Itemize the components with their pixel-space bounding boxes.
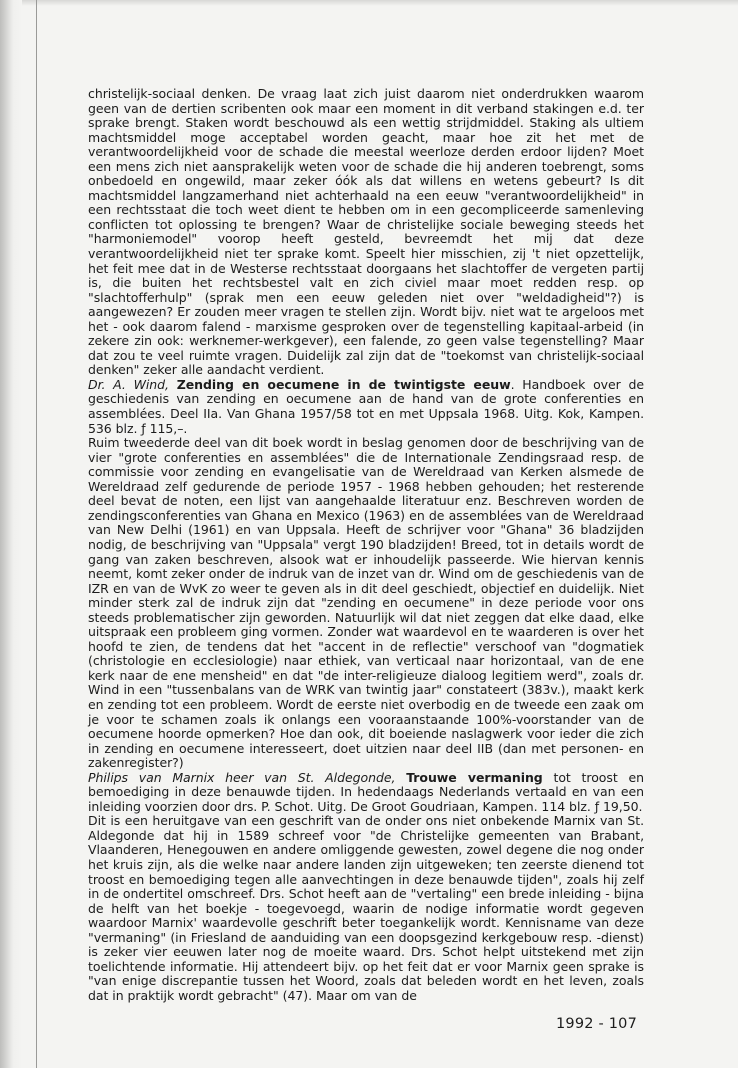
scan-edge-left xyxy=(0,0,22,1068)
review-2-details: tot troost en bemoediging in deze benauwde tijden. In hedendaags Nederlands vertaald en van een inleiding voorzien door drs. P. Schot. Uitg. De Groot Goudriaan, Kampen. 114 blz. ƒ 19,50. xyxy=(88,769,644,814)
scan-edge-top xyxy=(0,0,738,6)
review-1-author: Dr. A. Wind, xyxy=(88,376,169,392)
text-column xyxy=(88,87,644,1003)
review-2-heading xyxy=(88,771,644,815)
review-2-body: Dit is een heruitgave van een geschrift van de onder ons niet onbekende Marnix van St. Aldegonde dat hij in 1589 schreef voor "de Christelijke gemeenten van Brabant, Vlaanderen, Henegouwen en andere omliggende gewesten, zowel degene die nog onder het kruis zijn, als die welke naar andere landen zijn uitgeweken; ten zeerste dienend tot troost en bemoediging tegen alle aanvechtingen in deze benauwde tijden", zoals hij zelf in de ondertitel omschreef. Drs. Schot heeft aan de "vertaling" een brede inleiding - bijna de helft van het boekje - toegevoegd, waarin de nodige informatie wordt gegeven waardoor Marnix' waardevolle geschrift beter toegankelijk wordt. Kennisname van deze "vermaning" (in Friesland de aanduiding van een doopsgezind kerkgebouw resp. -dienst) is zeker vier eeuwen later nog de moeite waard. Drs. Schot helpt uitstekend met zijn toelichtende informatie. Hij attendeert bijv. op het feit dat er voor Marnix geen sprake is "van enige discrepantie tussen het Woord, zoals dat beleden wordt en het leven, zoals dat in praktijk wordt gebracht" (47). Maar om van de xyxy=(88,813,644,1003)
review-1-title: Zending en oecumene in de twintigste eeuw xyxy=(176,376,511,392)
paragraph-intro: christelijk-sociaal denken. De vraag laat zich juist daarom niet onderdrukken waarom geen van de dertien scribenten ook maar een moment in dit verband stakingen e.d. ter sprake brengt. Staken wordt beschouwd als een wettig strijdmiddel. Staking als ultiem machtsmiddel moge acceptabel worden geacht, maar hoe zit het met de verantwoordelijkheid voor de schade die meestal weerloze derden erdoor lijden? Moet een mens zich niet aansprakelijk weten voor de schade die hij anderen toebrengt, soms onbedoeld en ongewild, maar zeker óók als dat willens en wetens gebeurt? Is dit machtsmiddel langzamerhand niet achterhaald na een eeuw "verantwoordelijkheid" in een rechtsstaat die toch weet dient te hebben om in een gecompliceerde samenleving conflicten tot oplossing te brengen? Waar de christelijke sociale beweging steeds het "harmoniemodel" voorop heeft gesteld, bevreemdt het mij dat deze verantwoordelijkheid niet ter sprake komt. Speelt hier misschien, zij 't niet opzettelijk, het feit mee dat in de Westerse rechtsstaat doorgaans het slachtoffer de vergeten partij is, die buiten het rechtsbestel valt en zich civiel maar moet redden resp. op "slachtofferhulp" (sprak men een eeuw geleden niet over "weldadigheid"?) is aangewezen? Er zouden meer vragen te stellen zijn. Wordt bijv. niet wat te argeloos met het - ook daarom falend - marxisme gesproken over de tegenstelling kapitaal-arbeid (in zekere zin ook: werknemer-werkgever), een falende, zo geen valse tegenstelling? Maar dat zou te veel ruimte vragen. Duidelijk zal zijn dat de "toekomst van christelijk-sociaal denken" zeker alle aandacht verdient. xyxy=(88,86,644,378)
page-number: 1992 - 107 xyxy=(556,1016,638,1032)
review-2-title: Trouwe vermaning xyxy=(406,769,543,785)
review-2-author: Philips van Marnix heer van St. Aldegonde, xyxy=(88,769,396,785)
review-1-details: . Handboek over de geschiedenis van zending en oecumene aan de hand van de grote conferenties en assemblées. Deel IIa. Van Ghana 1957/58 tot en met Uppsala 1968. Uitg. Kok, Kampen. 536 blz. ƒ 115,–. xyxy=(88,376,644,436)
scan-line xyxy=(36,0,37,1068)
review-1-body: Ruim tweederde deel van dit boek wordt in beslag genomen door de beschrijving van de vier "grote conferenties en assemblées" die de Internationale Zendingsraad resp. de commissie voor zending en evangelisatie van de Wereldraad van Kerken alsmede de Wereldraad zelf gedurende de periode 1957 - 1968 hebben gehouden; het resterende deel bevat de noten, een lijst van aangehaalde literatuur enz. Beschreven worden de zendingsconferenties van Ghana en Mexico (1963) en de assemblées van de Wereldraad van New Delhi (1961) en van Uppsala. Heeft de schrijver voor "Ghana" 36 bladzijden nodig, de beschrijving van "Uppsala" vergt 190 bladzijden! Breed, tot in details wordt de gang van zaken beschreven, alsook wat er inhoudelijk passeerde. Wie hiervan kennis neemt, komt zeker onder de indruk van de inzet van dr. Wind om de geschiedenis van de IZR en van de WvK zo weer te geven als in dit deel geschiedt, objectief en duidelijk. Niet minder sterk zal de indruk zijn dat "zending en oecumene" in deze periode voor ons steeds problematischer zijn geworden. Natuurlijk wil dat niet zeggen dat elke daad, elke uitspraak een probleem ging vormen. Zonder wat waardevol en te waarderen is over het hoofd te zien, de tendens dat het "accent in de reflectie" verschoof van "dogmatiek (christologie en ecclesiologie) naar ethiek, van verticaal naar horizontaal, van de ene kerk naar de ene mensheid" en dat "de inter-religieuze dialoog legitiem werd", zoals dr. Wind in een "tussenbalans van de WRK van twintig jaar" constateert (383v.), maakt kerk en zending tot een probleem. Wordt de eerste niet overbodig en de tweede een zaak om je voor te schamen zoals ik onlangs een vooraanstaande 100%-voorstander van de oecumene hoorde opmerken? Hoe dan ook, dit boeiende naslagwerk voor ieder die zich in zending en oecumene interesseert, doet uitzien naar deel IIB (dan met personen- en zakenregister?) xyxy=(88,435,644,771)
review-1-heading xyxy=(88,378,644,436)
